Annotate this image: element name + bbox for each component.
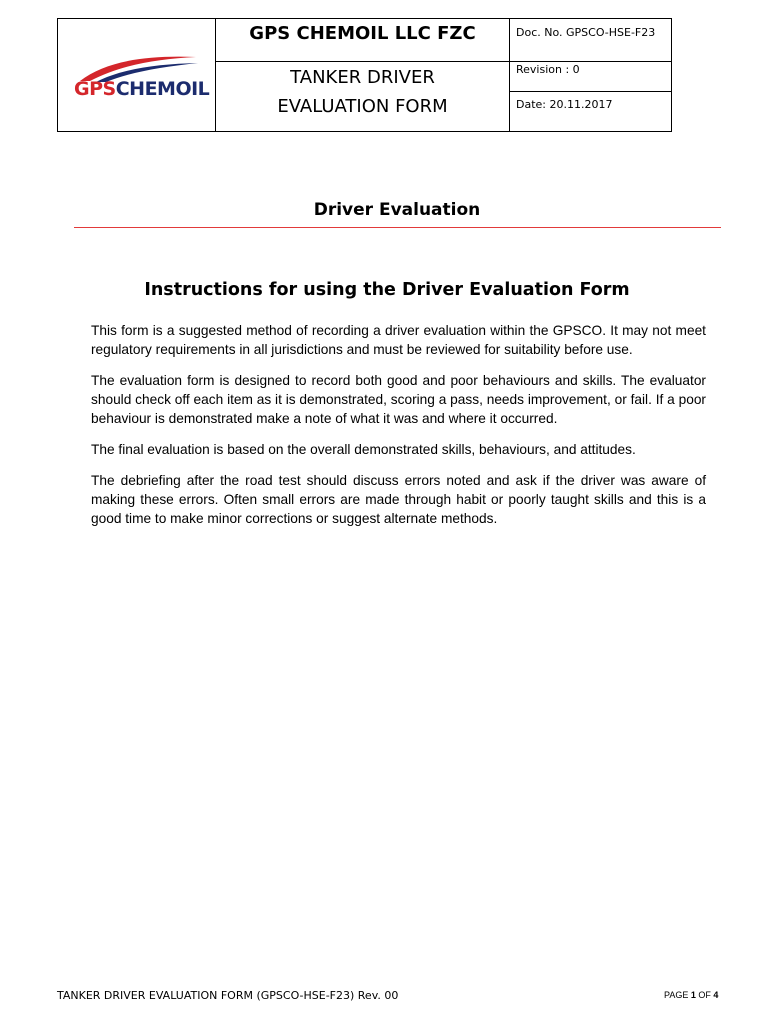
form-title-line-1: TANKER DRIVER [290,67,435,88]
footer-page-number [664,990,718,1000]
instructions-title: Instructions for using the Driver Evaluation Form [144,280,630,300]
logo-text-gps: GPS [74,78,116,100]
form-title-line-2: EVALUATION FORM [277,96,448,117]
revision: Revision : 0 [510,62,671,92]
page-current: 1 [690,990,696,1000]
document-header-table [57,18,672,132]
paragraph-2: The evaluation form is designed to record both good and poor behaviours and skills. The evaluator should check off each item as it is demonstrated, scoring a pass, needs improvement, or fail. If a poor behaviour is demonstrated make a note of what it was and where it occurred. [91,373,706,426]
doc-number: Doc. No. GPSCO-HSE-F23 [510,19,671,62]
document-date: Date: 20.11.2017 [516,98,613,111]
logo-cell [58,19,216,131]
form-title [216,62,510,131]
paragraph-4: The debriefing after the road test should discuss errors noted and ask if the driver was aware of making these errors. Often small errors are made through habit or poorly taught skills and this is a good time to make minor corrections or suggest alternate methods. [91,473,706,526]
footer-form-reference: TANKER DRIVER EVALUATION FORM (GPSCO-HSE-F23) Rev. 00 [57,989,399,1002]
company-logo [74,78,209,100]
section-title: Driver Evaluation [313,200,481,220]
paragraph-3: The final evaluation is based on the overall demonstrated skills, behaviours, and attitudes. [91,442,636,457]
page-label: PAGE [664,990,689,1000]
page-total: 4 [713,990,719,1000]
paragraph-1: This form is a suggested method of recording a driver evaluation within the GPSCO. It may not meet regulatory requirements in all jurisdictions and must be reviewed for suitability before use. [91,323,706,357]
section-divider [74,227,721,228]
instructions-body [91,321,706,540]
logo-text-chemoil: CHEMOIL [115,78,210,100]
company-name: GPS CHEMOIL LLC FZC [216,19,510,62]
page-of: OF [698,990,711,1000]
